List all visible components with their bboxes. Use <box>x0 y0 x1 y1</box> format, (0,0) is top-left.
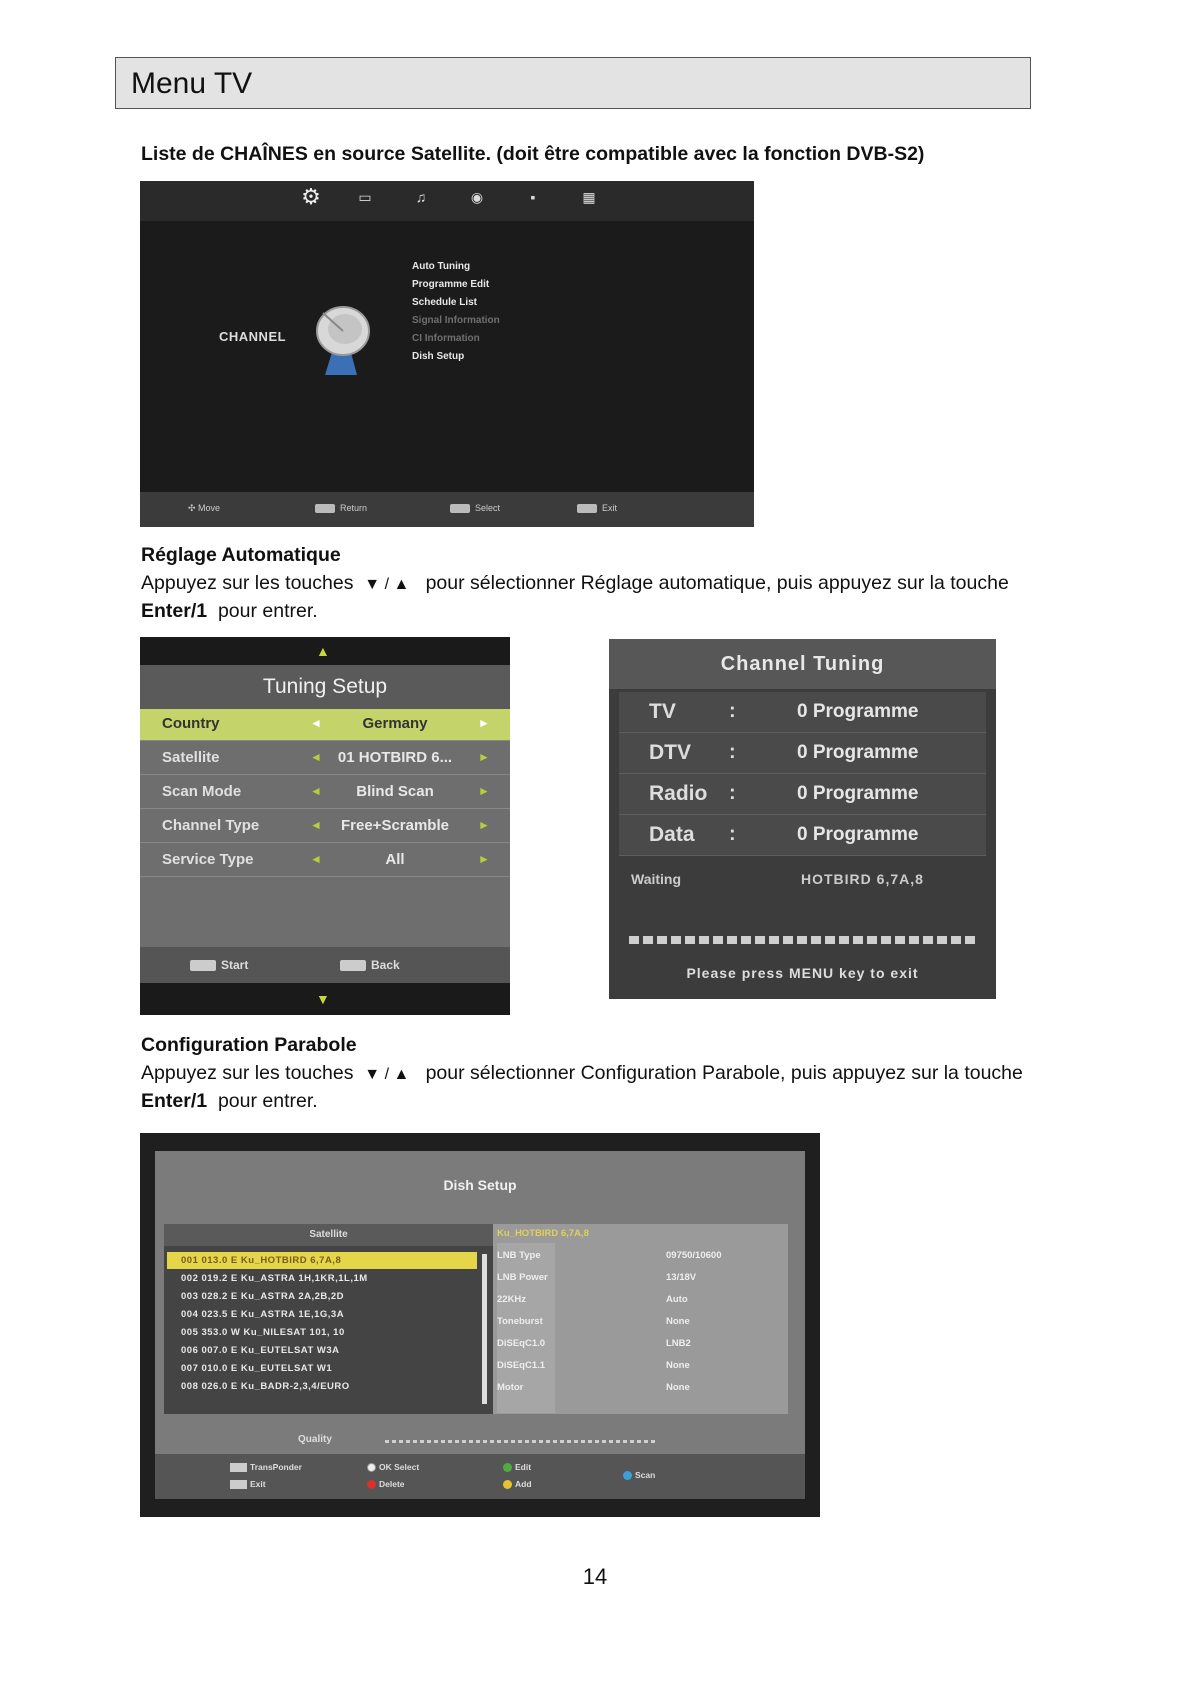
transponder-hint: TransPonder <box>230 1462 302 1472</box>
right-arrow-icon[interactable]: ► <box>478 784 490 798</box>
menu-key-icon <box>340 960 366 971</box>
gear-icon: ⚙ <box>301 184 321 209</box>
setting-value: 09750/10600 <box>666 1250 722 1261</box>
satellite-row[interactable]: 003 028.2 E Ku_ASTRA 2A,2B,2D <box>181 1291 345 1302</box>
left-arrow-icon[interactable]: ◄ <box>310 716 322 730</box>
exit-message: Please press MENU key to exit <box>686 965 919 981</box>
left-arrow-icon[interactable]: ◄ <box>310 784 322 798</box>
menu-item-schedule-list[interactable]: Schedule List <box>412 297 478 308</box>
auto-tuning-heading: Réglage Automatique <box>141 544 341 566</box>
intro-title: Liste de CHAÎNES en source Satellite. (doit être compatible avec la fonction DVB-S2) <box>141 143 925 165</box>
ok-select-hint: OK Select <box>367 1462 419 1472</box>
tuning-count-row: Radio : 0 Programme <box>619 774 986 815</box>
setting-key[interactable]: DiSEqC1.1 <box>497 1360 546 1371</box>
channel-label: CHANNEL <box>219 329 287 344</box>
menu-icon-bar <box>140 181 754 221</box>
setting-key[interactable]: Toneburst <box>497 1316 543 1327</box>
menu-item-auto-tuning[interactable]: Auto Tuning <box>412 261 471 272</box>
quality-label: Quality <box>298 1434 332 1445</box>
yellow-button-icon <box>503 1480 512 1489</box>
footer-return: Return <box>315 503 367 513</box>
satellite-row[interactable]: 008 026.0 E Ku_BADR-2,3,4/EURO <box>181 1381 350 1392</box>
auto-tuning-enter-line: Enter/1 pour entrer. <box>141 600 318 622</box>
satellite-row[interactable]: 004 023.5 E Ku_ASTRA 1E,1G,3A <box>181 1309 345 1320</box>
dish-config-instructions: Appuyez sur les touches ▼ / ▲ pour sélectionner Configuration Parabole, puis appuyez sur la touche <box>141 1062 1023 1084</box>
apps-icon: ▦ <box>582 189 596 205</box>
scan-hint: Scan <box>623 1470 655 1480</box>
clock-icon: ◉ <box>470 189 484 205</box>
red-button-icon <box>367 1480 376 1489</box>
right-arrow-icon[interactable]: ► <box>478 852 490 866</box>
tuning-row-scan-mode[interactable]: Scan Mode ◄ Blind Scan ► <box>140 777 510 809</box>
progress-bar <box>629 936 976 944</box>
section-title: Menu TV <box>131 67 253 100</box>
setting-value: None <box>666 1316 690 1327</box>
music-icon: ♫ <box>415 189 427 205</box>
delete-hint: Delete <box>367 1479 405 1489</box>
setting-value: LNB2 <box>666 1338 691 1349</box>
lnb-settings-panel <box>493 1224 788 1414</box>
epg-key-icon <box>230 1463 247 1472</box>
footer-move: ✣ Move <box>188 503 221 513</box>
dish-setup-screenshot <box>140 1133 820 1517</box>
ok-button-icon <box>367 1463 376 1472</box>
setting-key[interactable]: LNB Type <box>497 1250 541 1261</box>
satellite-list <box>164 1224 493 1414</box>
menu-item-dish-setup[interactable]: Dish Setup <box>412 351 465 362</box>
left-arrow-icon[interactable]: ◄ <box>310 852 322 866</box>
exit-key-icon <box>230 1480 247 1489</box>
setting-value: Auto <box>666 1294 688 1305</box>
tuning-setup-screenshot <box>140 637 510 1015</box>
tuning-setup-footer <box>140 947 510 983</box>
exit-hint: Exit <box>230 1479 266 1489</box>
scrollbar[interactable] <box>482 1254 487 1404</box>
footer-exit: Exit <box>577 503 617 513</box>
back-hint: Back <box>340 958 400 972</box>
picture-icon: ▭ <box>358 189 372 205</box>
channel-tuning-screenshot <box>609 639 996 999</box>
tuning-count-row: TV : 0 Programme <box>619 692 986 733</box>
setting-key[interactable]: Motor <box>497 1382 524 1393</box>
setting-value: None <box>666 1382 690 1393</box>
footer-select: Select <box>450 503 500 513</box>
setting-value: None <box>666 1360 690 1371</box>
tuning-row-service-type[interactable]: Service Type ◄ All ► <box>140 845 510 877</box>
left-arrow-icon[interactable]: ◄ <box>310 818 322 832</box>
lock-icon: ▪ <box>530 189 536 205</box>
tuning-row-country[interactable]: Country ◄ Germany ► <box>140 709 510 741</box>
dish-config-enter-line: Enter/1 pour entrer. <box>141 1090 318 1112</box>
ok-key-icon <box>190 960 216 971</box>
channel-tuning-title: Channel Tuning <box>609 639 996 689</box>
add-hint: Add <box>503 1479 532 1489</box>
waiting-label: Waiting <box>631 871 682 887</box>
satellite-row[interactable]: 001 013.0 E Ku_HOTBIRD 6,7A,8 <box>167 1252 477 1269</box>
start-hint: Start <box>190 958 248 972</box>
satellite-dish-icon <box>305 299 375 377</box>
dish-setup-title: Dish Setup <box>443 1177 517 1193</box>
satellite-row[interactable]: 007 010.0 E Ku_EUTELSAT W1 <box>181 1363 333 1374</box>
auto-tuning-instructions: Appuyez sur les touches ▼ / ▲ pour sélectionner Réglage automatique, puis appuyez sur la touche <box>141 572 1009 594</box>
quality-bar <box>385 1440 657 1443</box>
ok-key-icon <box>450 504 470 513</box>
menu-item-ci-information: CI Information <box>412 333 480 344</box>
selected-satellite: Ku_HOTBIRD 6,7A,8 <box>497 1228 589 1239</box>
down-up-arrows-icon: ▼ / ▲ <box>364 576 410 593</box>
setting-key[interactable]: LNB Power <box>497 1272 548 1283</box>
satellite-list-header: Satellite <box>164 1224 493 1246</box>
right-arrow-icon[interactable]: ► <box>478 750 490 764</box>
channel-menu-footer <box>140 492 754 527</box>
right-arrow-icon[interactable]: ► <box>478 818 490 832</box>
menu-key-icon <box>315 504 335 513</box>
tuning-count-row: DTV : 0 Programme <box>619 733 986 774</box>
setting-key[interactable]: DiSEqC1.0 <box>497 1338 546 1349</box>
menu-item-signal-information: Signal Information <box>412 315 500 326</box>
exit-key-icon <box>577 504 597 513</box>
down-arrow-icon: ▼ <box>316 991 330 1007</box>
move-icon: ✣ <box>188 503 199 513</box>
setting-value: 13/18V <box>666 1272 697 1283</box>
edit-hint: Edit <box>503 1462 531 1472</box>
section-header <box>115 57 1031 109</box>
satellite-name: HOTBIRD 6,7A,8 <box>801 871 924 887</box>
tuning-setup-title: Tuning Setup <box>140 665 510 709</box>
left-arrow-icon[interactable]: ◄ <box>310 750 322 764</box>
page-number: 14 <box>582 1564 608 1589</box>
tuning-count-row: Data : 0 Programme <box>619 815 986 856</box>
right-arrow-icon[interactable]: ► <box>478 716 490 730</box>
satellite-row[interactable]: 006 007.0 E Ku_EUTELSAT W3A <box>181 1345 340 1356</box>
dish-setup-footer <box>155 1454 805 1499</box>
channel-menu-screenshot <box>140 181 754 527</box>
menu-item-programme-edit[interactable]: Programme Edit <box>412 279 490 290</box>
setting-key[interactable]: 22KHz <box>497 1294 527 1305</box>
up-arrow-icon: ▲ <box>316 643 330 659</box>
satellite-row[interactable]: 005 353.0 W Ku_NILESAT 101, 10 <box>181 1327 345 1338</box>
dish-config-heading: Configuration Parabole <box>141 1034 357 1056</box>
tuning-row-channel-type[interactable]: Channel Type ◄ Free+Scramble ► <box>140 811 510 843</box>
tuning-row-satellite[interactable]: Satellite ◄ 01 HOTBIRD 6... ► <box>140 743 510 775</box>
satellite-row[interactable]: 002 019.2 E Ku_ASTRA 1H,1KR,1L,1M <box>181 1273 368 1284</box>
green-button-icon <box>503 1463 512 1472</box>
blue-button-icon <box>623 1471 632 1480</box>
down-up-arrows-icon: ▼ / ▲ <box>364 1066 410 1083</box>
